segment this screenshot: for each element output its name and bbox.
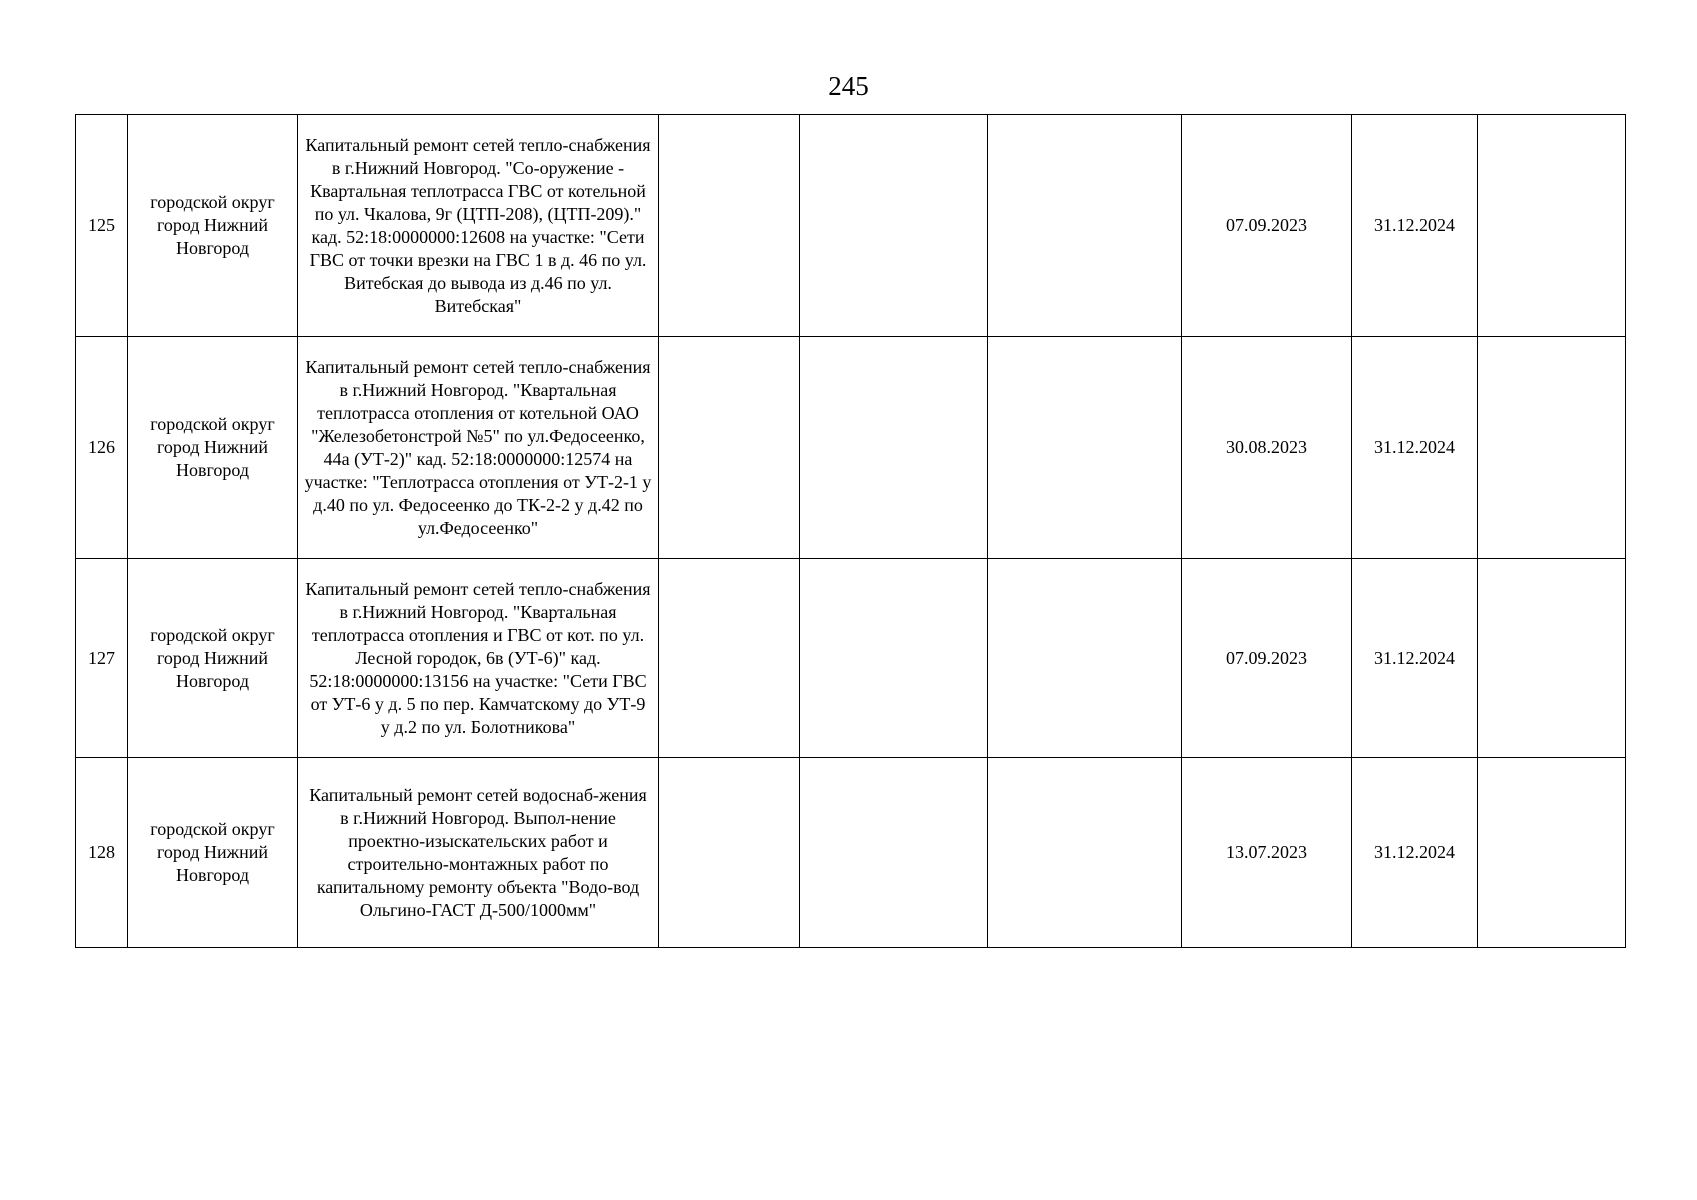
start-date-cell: 07.09.2023 bbox=[1182, 559, 1352, 758]
municipality-cell: городской округ город Нижний Новгород bbox=[128, 337, 298, 559]
row-number: 128 bbox=[76, 758, 128, 948]
table-row bbox=[76, 758, 1626, 948]
empty-cell bbox=[1478, 559, 1626, 758]
municipality-cell: городской округ город Нижний Новгород bbox=[128, 559, 298, 758]
empty-cell bbox=[659, 115, 800, 337]
start-date-cell: 13.07.2023 bbox=[1182, 758, 1352, 948]
start-date-cell: 07.09.2023 bbox=[1182, 115, 1352, 337]
table-row bbox=[76, 337, 1626, 559]
municipality-cell: городской округ город Нижний Новгород bbox=[128, 115, 298, 337]
description-cell: Капитальный ремонт сетей тепло-снабжения в г.Нижний Новгород. "Квартальная теплотрасса отопления от котельной ОАО "Железобетонстрой №5" по ул.Федосеенко, 44а (УТ-2)" кад. 52:18:0000000:12574 на участке: "Теплотрасса отопления от УТ-2-1 у д.40 по ул. Федосеенко до ТК-2-2 у д.42 по ул.Федосеенко" bbox=[298, 337, 659, 559]
empty-cell bbox=[988, 115, 1182, 337]
row-number: 126 bbox=[76, 337, 128, 559]
empty-cell bbox=[988, 559, 1182, 758]
end-date-cell: 31.12.2024 bbox=[1352, 559, 1478, 758]
empty-cell bbox=[800, 337, 988, 559]
start-date-cell: 30.08.2023 bbox=[1182, 337, 1352, 559]
table-row bbox=[76, 559, 1626, 758]
row-number: 127 bbox=[76, 559, 128, 758]
end-date-cell: 31.12.2024 bbox=[1352, 337, 1478, 559]
empty-cell bbox=[1478, 337, 1626, 559]
description-cell: Капитальный ремонт сетей водоснаб-жения в г.Нижний Новгород. Выпол-нение проектно-изыскательских работ и строительно-монтажных работ по капитальному ремонту объекта "Водо-вод Ольгино-ГАСТ Д-500/1000мм" bbox=[298, 758, 659, 948]
description-cell: Капитальный ремонт сетей тепло-снабжения в г.Нижний Новгород. "Со-оружение - Квартальная теплотрасса ГВС от котельной по ул. Чкалова, 9г (ЦТП-208), (ЦТП-209)." кад. 52:18:0000000:12608 на участке: "Сети ГВС от точки врезки на ГВС 1 в д. 46 по ул. Витебская до вывода из д.46 по ул. Витебская" bbox=[298, 115, 659, 337]
empty-cell bbox=[659, 337, 800, 559]
empty-cell bbox=[800, 559, 988, 758]
empty-cell bbox=[988, 337, 1182, 559]
works-table bbox=[75, 114, 1626, 948]
empty-cell bbox=[1478, 115, 1626, 337]
empty-cell bbox=[659, 559, 800, 758]
empty-cell bbox=[1478, 758, 1626, 948]
end-date-cell: 31.12.2024 bbox=[1352, 115, 1478, 337]
row-number: 125 bbox=[76, 115, 128, 337]
empty-cell bbox=[800, 758, 988, 948]
municipality-cell: городской округ город Нижний Новгород bbox=[128, 758, 298, 948]
table-row bbox=[76, 115, 1626, 337]
empty-cell bbox=[800, 115, 988, 337]
empty-cell bbox=[659, 758, 800, 948]
description-cell: Капитальный ремонт сетей тепло-снабжения в г.Нижний Новгород. "Квартальная теплотрасса отопления и ГВС от кот. по ул. Лесной городок, 6в (УТ-6)" кад. 52:18:0000000:13156 на участке: "Сети ГВС от УТ-6 у д. 5 по пер. Камчатскому до УТ-9 у д.2 по ул. Болотникова" bbox=[298, 559, 659, 758]
page-number: 245 bbox=[828, 71, 869, 101]
end-date-cell: 31.12.2024 bbox=[1352, 758, 1478, 948]
empty-cell bbox=[988, 758, 1182, 948]
